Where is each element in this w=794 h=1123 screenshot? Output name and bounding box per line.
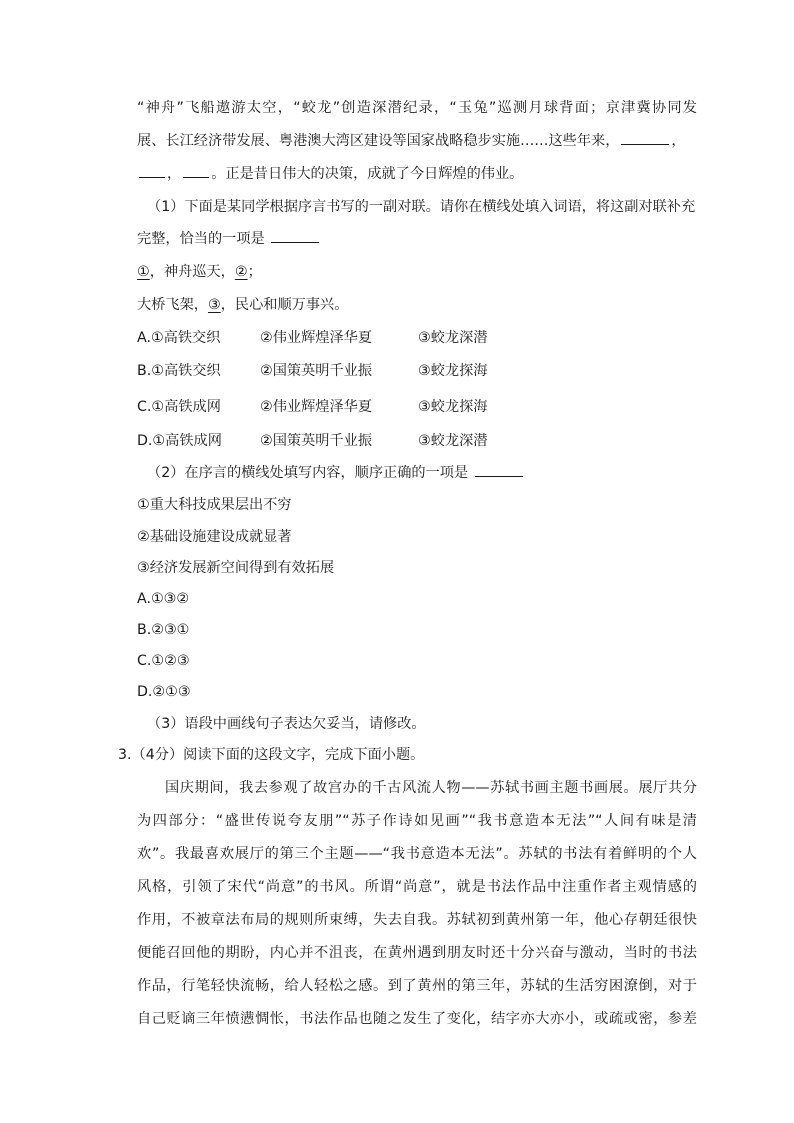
option-text: ②国策英明千业振 (260, 363, 373, 379)
option-label: D.①高铁成网 (137, 433, 222, 449)
answer-blank[interactable] (139, 163, 165, 178)
couplet-marker: ① (137, 264, 150, 280)
option-label: C.①②③ (137, 653, 190, 669)
option-text: ③蛟龙深潜 (418, 330, 488, 346)
reading-line-4 (137, 876, 697, 898)
q2-option-b[interactable] (137, 619, 697, 641)
q2-item-1 (137, 494, 697, 516)
couplet-text: ； (247, 264, 262, 280)
question-text: （1）下面是某同学根据序言书写的一副对联。请你在横线处填入词语，将这副对联补充 (147, 199, 696, 215)
couplet-line-1 (137, 261, 697, 283)
question-text: （2）在序言的横线处填写内容，顺序正确的一项是 (147, 465, 469, 481)
answer-blank[interactable] (183, 163, 209, 178)
reading-text: 作品，行笔轻快流畅，给人轻松之感。到了黄州的第三年，苏轼的生活穷困潦倒，对于 (137, 978, 697, 994)
answer-blank[interactable] (271, 228, 319, 243)
option-label: A.①高铁交织 (137, 330, 221, 346)
reading-line-5 (137, 909, 697, 931)
answer-blank[interactable] (475, 462, 523, 477)
q2-option-d[interactable] (137, 681, 697, 703)
couplet-text: 大桥飞架， (137, 297, 208, 313)
passage-line-3 (137, 163, 697, 185)
couplet-marker: ② (234, 264, 248, 280)
option-text: ③蛟龙探海 (418, 363, 488, 379)
reading-line-2 (137, 810, 697, 832)
q3-stem (147, 713, 707, 735)
reading-line-8 (137, 1008, 697, 1030)
option-text: ②国策英明千业振 (260, 433, 373, 449)
passage-text: ， (167, 166, 182, 182)
option-label: C.①高铁成网 (137, 399, 221, 415)
reading-text: 国庆期间，我去参观了故宫办的千古风流人物——苏轼书画主题书画展。展厅共分 (165, 780, 697, 796)
passage-text: “神舟”飞船遨游太空，“蛟龙”创造深潜纪录，“玉兔”巡测月球背面；京津冀协同发 (137, 100, 697, 116)
q2-option-c[interactable] (137, 650, 697, 672)
reading-text: 欢”。我最喜欢展厅的第三个主题——“我书意造本无法”。苏轼的书法有着鲜明的个人 (137, 846, 697, 862)
option-text: ③蛟龙探海 (418, 399, 488, 415)
couplet-text: ，民心和顺万事兴。 (220, 297, 349, 313)
question-text: （3）语段中画线句子表达欠妥当，请修改。 (147, 716, 426, 732)
option-text: ③蛟龙深潜 (418, 433, 488, 449)
option-text: ②伟业辉煌泽华夏 (260, 399, 373, 415)
q1-stem-line-2 (137, 228, 697, 250)
option-label: B.①高铁交织 (137, 363, 221, 379)
option-label: A.①③② (137, 591, 190, 607)
passage-line-2 (137, 130, 697, 152)
reading-text: 为四部分：“盛世传说夸友朋”“苏子作诗如见画”“我书意造本无法”“人间有味是清 (137, 813, 697, 829)
reading-line-1 (165, 777, 697, 799)
question-3-header (118, 744, 678, 766)
option-label: B.②③① (137, 622, 190, 638)
passage-text: 展、长江经济带发展、粤港澳大湾区建设等国家战略稳步实施……这些年来， (137, 133, 620, 149)
reading-text: 风格，引领了宋代“尚意”的书风。所谓“尚意”，就是书法作品中注重作者主观情感的 (137, 879, 697, 895)
item-text: ②基础设施建设成就显著 (137, 529, 292, 545)
couplet-text: ，神舟巡天， (149, 264, 235, 280)
item-text: ①重大科技成果层出不穷 (137, 497, 292, 513)
option-text: ②伟业辉煌泽华夏 (260, 330, 373, 346)
q2-item-2 (137, 526, 697, 548)
item-text: ③经济发展新空间得到有效拓展 (137, 560, 335, 576)
q1-stem-line-1 (147, 196, 707, 218)
passage-line-1 (137, 97, 697, 119)
option-label: D.②①③ (137, 684, 191, 700)
couplet-marker: ③ (207, 297, 221, 313)
passage-text: ， (671, 133, 686, 149)
reading-line-6 (137, 942, 697, 964)
reading-line-7 (137, 975, 697, 997)
q2-option-a[interactable] (137, 588, 697, 610)
reading-line-3 (137, 843, 697, 865)
q2-stem (147, 462, 707, 484)
answer-blank[interactable] (621, 130, 669, 145)
question-text: 3.（4分）阅读下面的这段文字，完成下面小题。 (118, 747, 425, 763)
passage-text: 。正是昔日伟大的决策，成就了今日辉煌的伟业。 (211, 166, 524, 182)
q2-item-3 (137, 557, 697, 579)
reading-text: 自己贬谪三年愤懑惆怅，书法作品也随之发生了变化，结字亦大亦小，或疏或密，参差 (137, 1011, 697, 1027)
question-text: 完整，恰当的一项是 (137, 231, 265, 247)
reading-text: 作用，不被章法布局的规则所束缚，失去自我。苏轼初到黄州第一年，他心存朝廷很快 (137, 912, 697, 928)
reading-text: 便能召回他的期盼，内心并不沮丧，在黄州遇到朋友时还十分兴奋与激动，当时的书法 (137, 945, 697, 961)
couplet-line-2 (137, 294, 697, 316)
